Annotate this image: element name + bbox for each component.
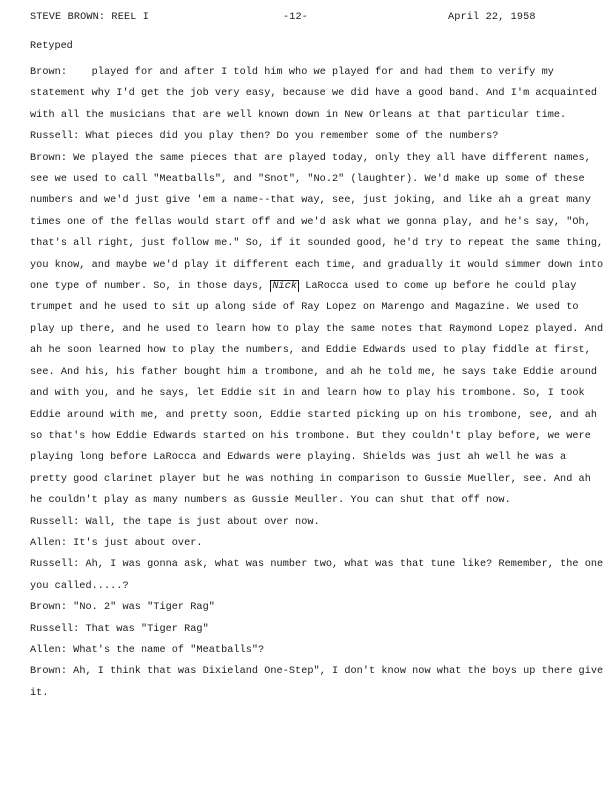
speaker-label: Brown: <box>30 666 67 678</box>
paragraph <box>30 661 606 704</box>
paragraph-text: Ah, I was gonna ask, what was number two, what was that tune like? Remember, the one you called.....? <box>30 559 604 592</box>
paragraph-text: Ah, I think that was Dixieland One-Step", I don't know now what the boys up there give it. <box>30 666 604 699</box>
paragraph <box>30 554 606 597</box>
speaker-label: Russell: <box>30 559 80 571</box>
paragraph-text: We played the same pieces that are played today, only they all have different names, see we used to call "Meatballs", and "Snot", "No.2" (laughter). We'd make up some of these numbers and we'd just give 'em a name--that way, see, just joking, and like ah a great many times one of the fellas would start off and we'd ask what we gonna play, and he's say, "Oh, that's all right, just follow me." So, if it sounded good, he'd try to repeat the same thing, you know, and maybe we'd play it different each time, and gradually it would simmer down into one type of number. So, in those days, <box>30 152 604 293</box>
paragraph <box>30 533 606 554</box>
paragraph-text: That was "Tiger Rag" <box>85 623 209 635</box>
paragraph <box>30 512 606 533</box>
paragraph-text: What pieces did you play then? Do you remember some of the numbers? <box>85 131 499 143</box>
paragraph <box>30 619 606 640</box>
paragraph-text: played for and after I told him who we played for and had them to verify my statement why I'd get the job very easy, because we did have a good band. And I'm acquainted with all the musicians that are well known down in New Orleans at that particular time. <box>30 67 598 121</box>
paragraph <box>30 126 606 147</box>
speaker-label: Allen: <box>30 537 67 549</box>
speaker-label: Russell: <box>30 131 80 143</box>
paragraph <box>30 640 606 661</box>
paragraph-text: LaRocca used to come up before he could play trumpet and he used to sit up along side of Ray Lopez on Marengo and Magazine. We used to play up there, and he used to learn how to play the same notes that Raymond Lopez played. And ah he soon learned how to play the numbers, and Eddie Edwards used to play fiddle at first, see. And his, his father bought him a trombone, and ah he told me, he says take Eddie around and with you, and he says, let Eddie sit in and learn how to play his trombone. So, I took Eddie around with me, and pretty soon, Eddie started picking up on his trombone, see, and ah so that's how Eddie Edwards started on his trombone. But they couldn't play before, we were playing long before LaRocca and Edwards were playing. Shields was just ah well he was a pretty good clarinet player but he was nothing in comparison to Gussie Mueller, see. And ah he couldn't play as many numbers as Gussie Meuller. You can shut that off now. <box>30 281 604 507</box>
paragraph <box>30 597 606 618</box>
speaker-label: Brown: <box>30 67 67 78</box>
speaker-label: Brown: <box>30 602 67 614</box>
paragraph <box>30 62 606 126</box>
paragraph-text: "No. 2" was "Tiger Rag" <box>73 602 215 614</box>
header-date: April 22, 1958 <box>448 12 536 23</box>
paragraph-text: Wall, the tape is just about over now. <box>85 516 320 528</box>
paragraph-text: It's just about over. <box>73 537 203 549</box>
header-reel-title: STEVE BROWN: REEL I <box>30 12 150 23</box>
transcript-body <box>30 62 606 704</box>
speaker-label: Russell: <box>30 516 80 528</box>
speaker-label: Allen: <box>30 644 67 656</box>
retyped-note: Retyped <box>30 41 73 52</box>
paragraph <box>30 148 606 512</box>
bracketed-correction: Nick <box>272 281 298 293</box>
speaker-label: Russell: <box>30 623 80 635</box>
header-page-number: -12- <box>283 12 309 23</box>
paragraph-text: What's the name of "Meatballs"? <box>73 644 265 656</box>
speaker-label: Brown: <box>30 152 67 164</box>
